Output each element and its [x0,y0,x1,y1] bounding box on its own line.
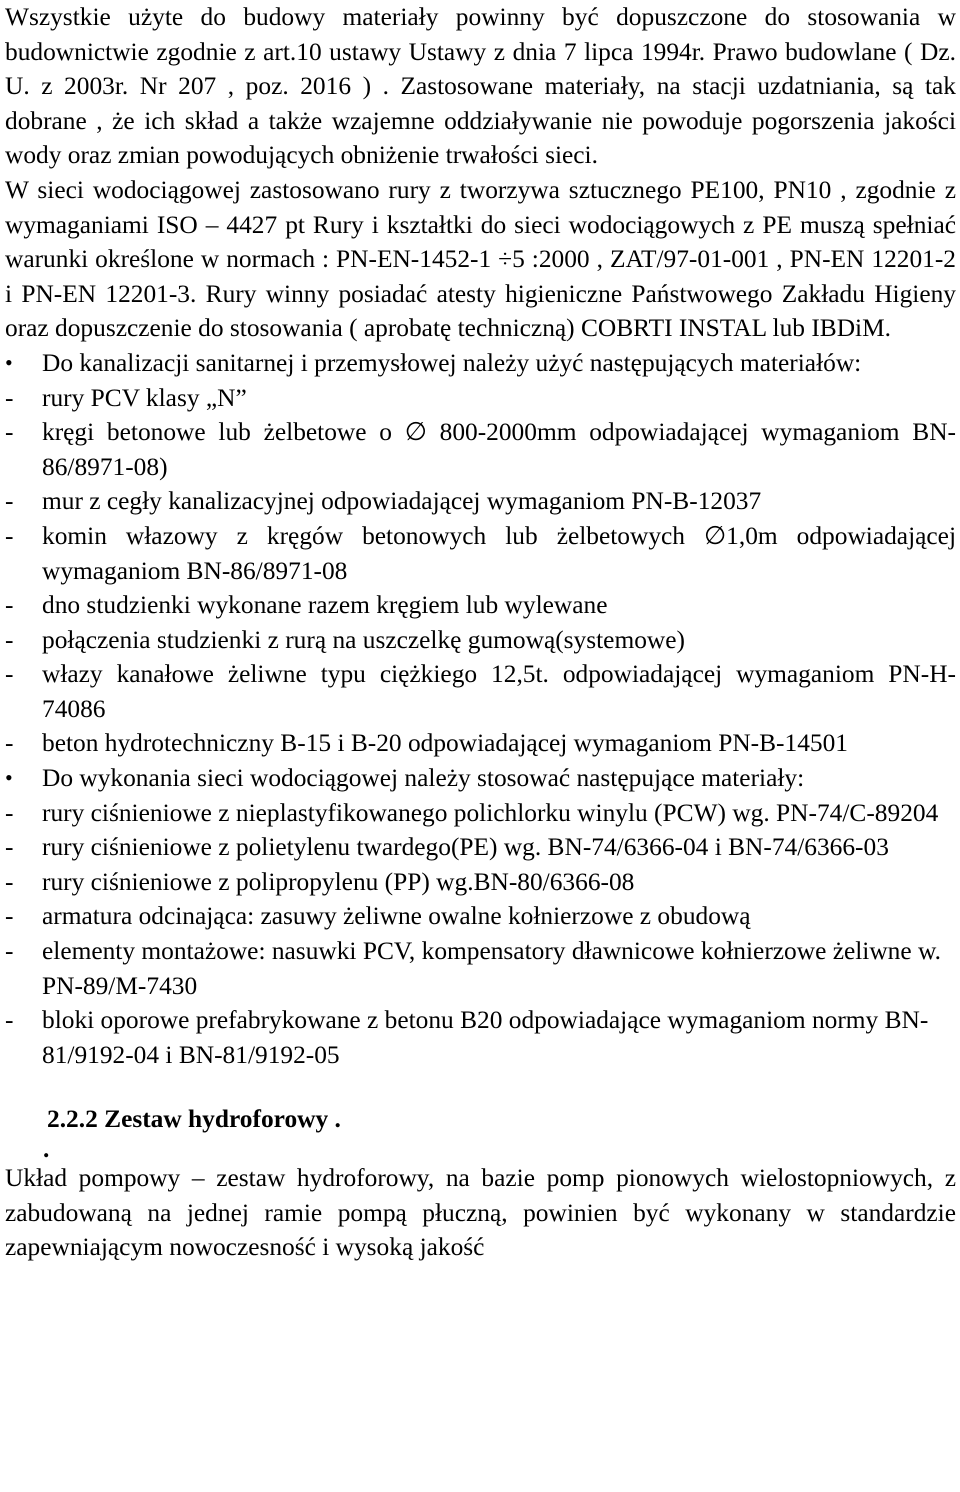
list-item: - armatura odcinająca: zasuwy żeliwne owalne kołnierzowe z obudową [5,899,956,934]
dash-icon: - [5,625,14,654]
section-dot: . [43,1135,50,1163]
dash-icon: - [5,383,14,412]
dash-icon: - [5,591,14,620]
dash-icon: - [5,798,14,827]
dash-icon: - [5,1006,14,1035]
list-item: - rury ciśnieniowe z nieplastyfikowanego polichlorku winylu (PCW) wg. PN-74/C-89204 [5,796,956,831]
list-item: - dno studzienki wykonane razem kręgiem lub wylewane [5,588,956,623]
dash-icon: - [5,833,14,862]
water-materials-list [5,796,956,1073]
dash-icon: - [5,487,14,516]
dash-icon: - [5,937,14,966]
bullet-text: Do kanalizacji sanitarnej i przemysłowej należy użyć następujących materiałów: [42,348,862,377]
list-item: - mur z cegły kanalizacyjnej odpowiadającej wymaganiom PN-B-12037 [5,484,956,519]
list-item: - rury PCV klasy „N” [5,381,956,416]
dash-icon: - [5,729,14,758]
list-item: - włazy kanałowe żeliwne typu ciężkiego 12,5t. odpowiadającej wymaganiom PN-H-74086 [5,657,956,726]
dash-icon: - [5,867,14,896]
paragraph-materials-approval: Wszystkie użyte do budowy materiały powinny być dopuszczone do stosowania w budownictwie zgodnie z art.10 ustawy Ustawy z dnia 7 lipca 1994r. Prawo budowlane ( Dz. U. z 2003r. Nr 207 , poz. 2016 ) . Zastosowane materiały, na stacji uzdatniania, są tak dobrane , że ich skład a także wzajemne oddziaływanie nie powoduje pogorszenia jakości wody oraz zmian powodujących obniżenie trwałości sieci. [5,3,956,170]
bullet-icon: • [5,765,13,791]
sewer-materials-list [5,381,956,762]
bullet-text: Do wykonania sieci wodociągowej należy stosować następujące materiały: [42,764,805,793]
section-heading: 2.2.2 Zestaw hydroforowy . [47,1105,341,1134]
bullet-sewer-materials [5,346,956,381]
paragraph-pump-system: Układ pompowy – zestaw hydroforowy, na bazie pomp pionowych wielostopniowych, z zabudowaną na jednej ramie pompą płuczną, powinien być wykonany w standardzie zapewniającym nowoczesność i wysoką jakość [5,1164,956,1262]
dash-icon: - [5,521,14,550]
list-item: - rury ciśnieniowe z polietylenu twardego(PE) wg. BN-74/6366-04 i BN-74/6366-03 [5,830,956,865]
list-item: - elementy montażowe: nasuwki PCV, kompensatory dławnicowe kołnierzowe żeliwne w. PN-89/M-7430 [5,934,956,1003]
list-item: - rury ciśnieniowe z polipropylenu (PP) wg.BN-80/6366-08 [5,865,956,900]
dash-icon: - [5,660,14,689]
bullet-water-materials [5,761,956,796]
list-item: - komin włazowy z kręgów betonowych lub żelbetowych ∅1,0m odpowiadającej wymaganiom BN-86/8971-08 [5,519,956,588]
bullet-icon: • [5,349,13,375]
dash-icon: - [5,418,14,447]
list-item: - połączenia studzienki z rurą na uszczelkę gumową(systemowe) [5,623,956,658]
list-item: - beton hydrotechniczny B-15 i B-20 odpowiadającej wymaganiom PN-B-14501 [5,726,956,761]
dash-icon: - [5,902,14,931]
list-item: - kręgi betonowe lub żelbetowe o ∅ 800-2000mm odpowiadającej wymaganiom BN-86/8971-08) [5,415,956,484]
list-item: - bloki oporowe prefabrykowane z betonu B20 odpowiadające wymaganiom normy BN-81/9192-04 i BN-81/9192-05 [5,1003,956,1072]
paragraph-water-pipes: W sieci wodociągowej zastosowano rury z tworzywa sztucznego PE100, PN10 , zgodnie z wymaganiami ISO – 4427 pt Rury i kształtki do sieci wodociągowych z PE muszą spełniać warunki określone w normach : PN-EN-1452-1 ÷5 :2000 , ZAT/97-01-001 , PN-EN 12201-2 i PN-EN 12201-3. Rury winny posiadać atesty higieniczne Państwowego Zakładu Higieny oraz dopuszczenie do stosowania ( aprobatę techniczną) COBRTI INSTAL lub IBDiM. [5,175,956,343]
